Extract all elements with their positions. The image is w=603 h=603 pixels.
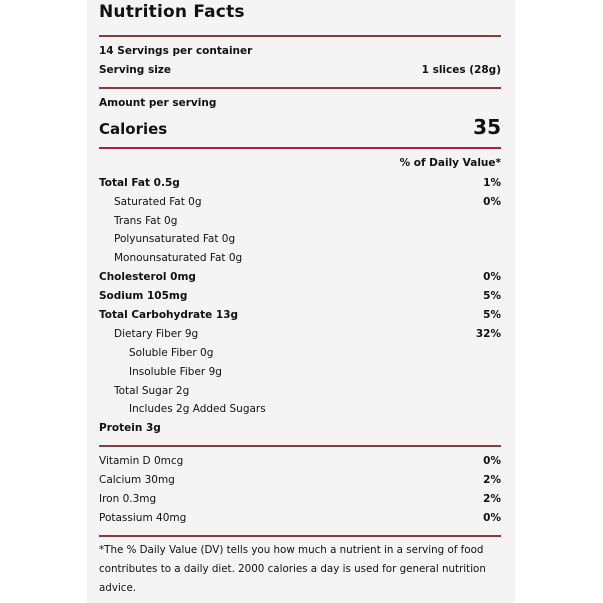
nutrient-row: Monounsaturated Fat 0g: [114, 252, 243, 264]
calories-label: Calories: [99, 120, 168, 138]
dv-header: % of Daily Value*: [399, 157, 501, 169]
calories-value: 35: [473, 115, 501, 139]
nutrient-row: Includes 2g Added Sugars: [129, 403, 266, 415]
vitamin-row: Potassium 40mg 0%: [99, 512, 501, 524]
vitamin-row: Calcium 30mg 2%: [99, 474, 501, 486]
nutrient-row: Sodium 105mg 5%: [99, 290, 501, 302]
nutrient-row: Polyunsaturated Fat 0g: [114, 233, 236, 245]
vitamin-row: Vitamin D 0mcg 0%: [99, 455, 501, 467]
divider: [99, 535, 501, 537]
serving-size-label: Serving size: [99, 64, 172, 76]
divider: [99, 87, 501, 89]
amount-per-serving: Amount per serving: [99, 97, 217, 109]
nutrition-facts-panel: [87, 0, 515, 603]
servings-per-container: 14 Servings per container: [99, 45, 253, 57]
serving-size-value: 1 slices (28g): [421, 64, 501, 76]
nutrient-row: Total Sugar 2g: [114, 385, 190, 397]
calories-row: [99, 115, 501, 139]
nutrient-row: Trans Fat 0g: [114, 215, 178, 227]
nutrient-row: Total Fat 0.5g 1%: [99, 177, 501, 189]
nutrient-row: Dietary Fiber 9g 32%: [114, 328, 501, 340]
nutrient-row: Soluble Fiber 0g: [129, 347, 214, 359]
footnote: *The % Daily Value (DV) tells you how much a nutrient in a serving of food contributes to a daily diet. 2000 calories a day is used for general nutrition advice.: [99, 544, 486, 594]
serving-size-row: [99, 61, 501, 79]
divider: [99, 35, 501, 37]
nutrient-row: Total Carbohydrate 13g 5%: [99, 309, 501, 321]
panel-title: Nutrition Facts: [99, 2, 245, 22]
nutrient-row: Cholesterol 0mg 0%: [99, 271, 501, 283]
calories-divider: [99, 147, 501, 149]
nutrient-row: Insoluble Fiber 9g: [129, 366, 222, 378]
nutrient-row: Saturated Fat 0g 0%: [114, 196, 501, 208]
divider: [99, 445, 501, 447]
nutrient-row: Protein 3g: [99, 422, 161, 434]
vitamin-row: Iron 0.3mg 2%: [99, 493, 501, 505]
dv-header-row: [99, 154, 501, 172]
